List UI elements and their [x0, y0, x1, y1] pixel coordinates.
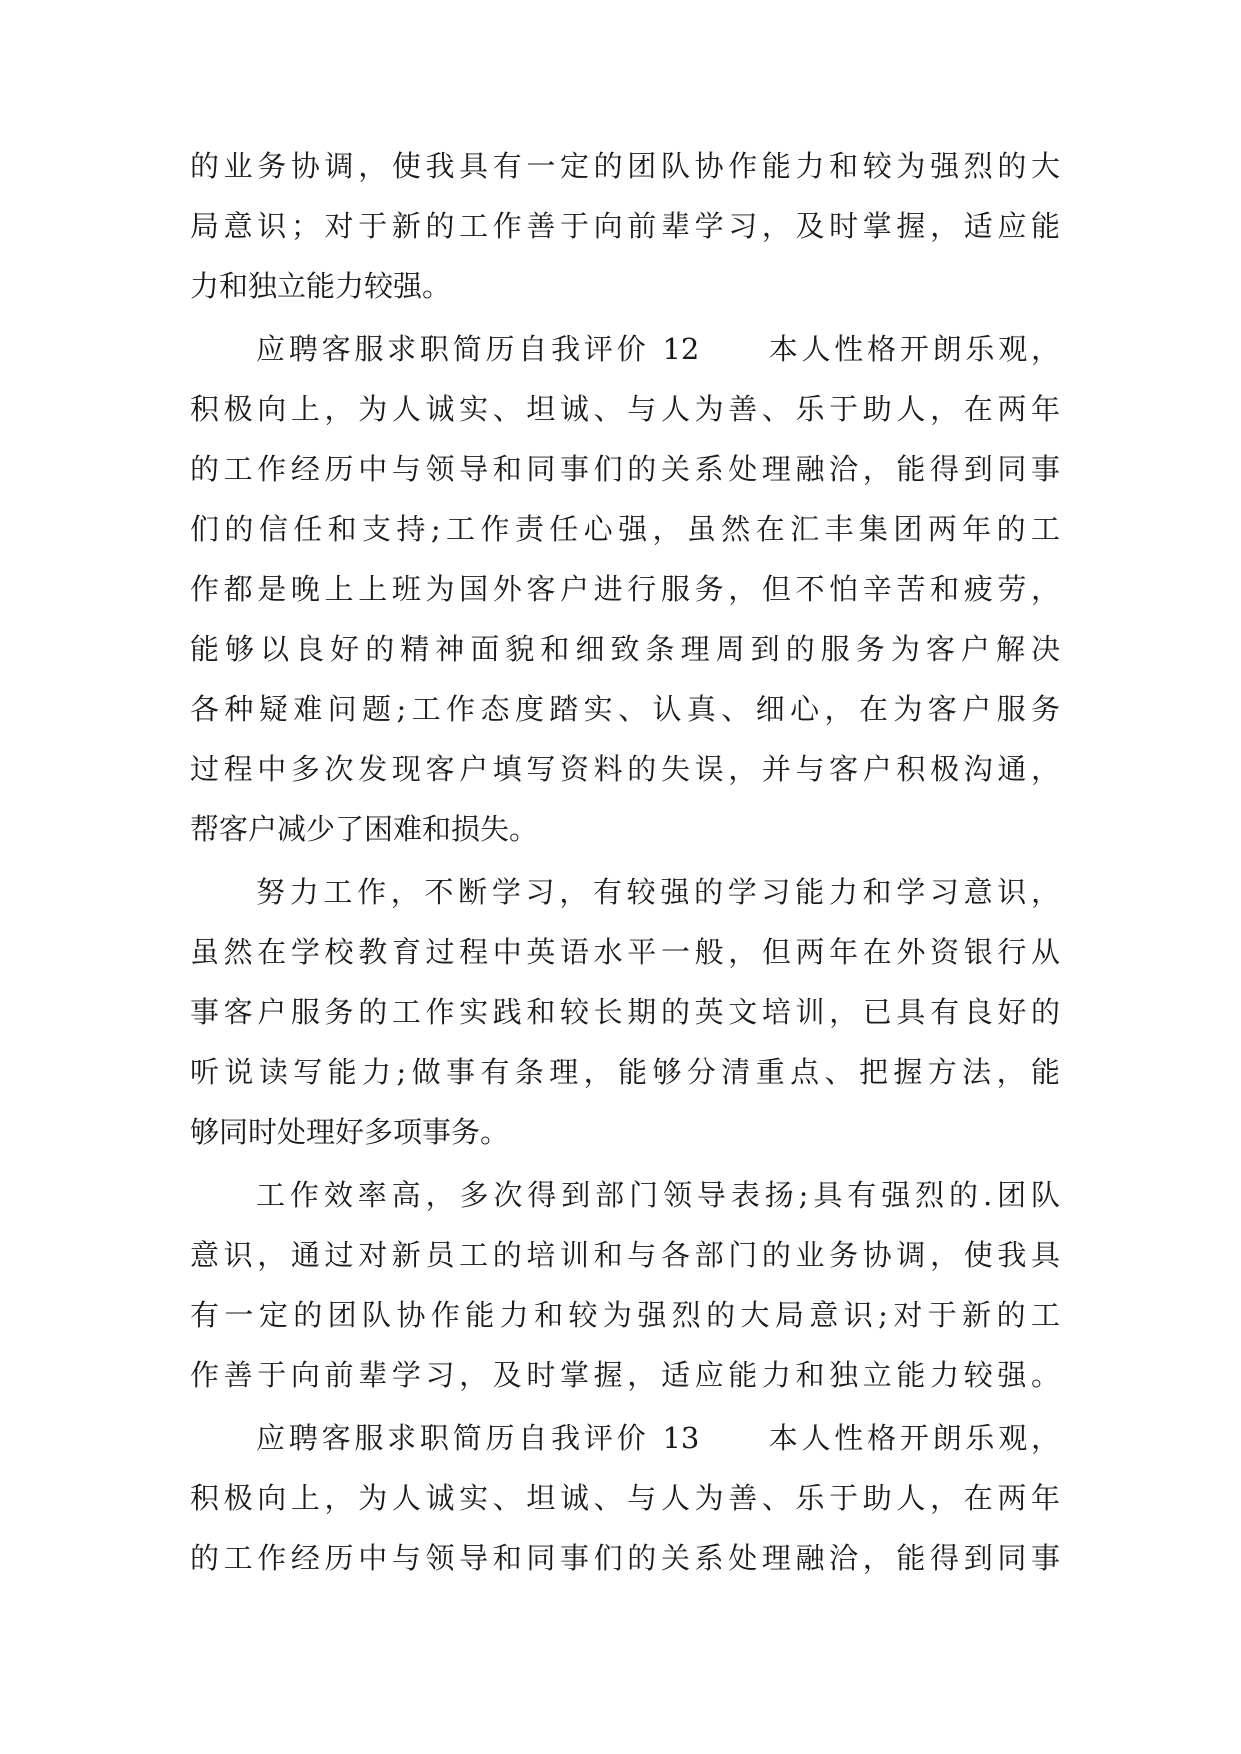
text-line: 努力工作，不断学习，有较强的学习能力和学习意识， — [256, 875, 1060, 909]
section-heading-line: 应聘客服求职简历自我评价 12 本人性格开朗乐观， — [256, 332, 1060, 366]
text-line: 的工作经历中与领导和同事们的关系处理融洽，能得到同事 — [190, 452, 1060, 486]
text-line: 意识，通过对新员工的培训和与各部门的业务协调，使我具 — [190, 1238, 1060, 1272]
text-line: 虽然在学校教育过程中英语水平一般，但两年在外资银行从 — [190, 935, 1060, 969]
text-line: 各种疑难问题;工作态度踏实、认真、细心，在为客户服务 — [190, 692, 1060, 726]
section-heading-line: 应聘客服求职简历自我评价 13 本人性格开朗乐观， — [256, 1421, 1060, 1455]
text-line: 局意识；对于新的工作善于向前辈学习，及时掌握，适应能 — [190, 209, 1060, 243]
text-line: 工作效率高，多次得到部门领导表扬;具有强烈的.团队 — [256, 1178, 1060, 1212]
text-line: 作都是晚上上班为国外客户进行服务，但不怕辛苦和疲劳， — [190, 572, 1060, 606]
text-line: 们的信任和支持;工作责任心强，虽然在汇丰集团两年的工 — [190, 512, 1060, 546]
text-line: 有一定的团队协作能力和较为强烈的大局意识;对于新的工 — [190, 1298, 1060, 1332]
text-line: 过程中多次发现客户填写资料的失误，并与客户积极沟通， — [190, 752, 1060, 786]
text-line: 够同时处理好多项事务。 — [190, 1115, 510, 1149]
text-line: 能够以良好的精神面貌和细致条理周到的服务为客户解决 — [190, 632, 1060, 666]
text-line: 帮客户减少了困难和损失。 — [190, 812, 539, 846]
text-line: 积极向上，为人诚实、坦诚、与人为善、乐于助人，在两年 — [190, 392, 1060, 426]
text-line: 的业务协调，使我具有一定的团队协作能力和较为强烈的大 — [190, 149, 1060, 183]
text-line: 的工作经历中与领导和同事们的关系处理融洽，能得到同事 — [190, 1541, 1060, 1575]
text-line: 力和独立能力较强。 — [190, 269, 452, 303]
text-line: 听说读写能力;做事有条理，能够分清重点、把握方法，能 — [190, 1055, 1060, 1089]
text-line: 积极向上，为人诚实、坦诚、与人为善、乐于助人，在两年 — [190, 1481, 1060, 1515]
text-line: 事客户服务的工作实践和较长期的英文培训，已具有良好的 — [190, 995, 1060, 1029]
text-line: 作善于向前辈学习，及时掌握，适应能力和独立能力较强。 — [190, 1358, 1060, 1392]
